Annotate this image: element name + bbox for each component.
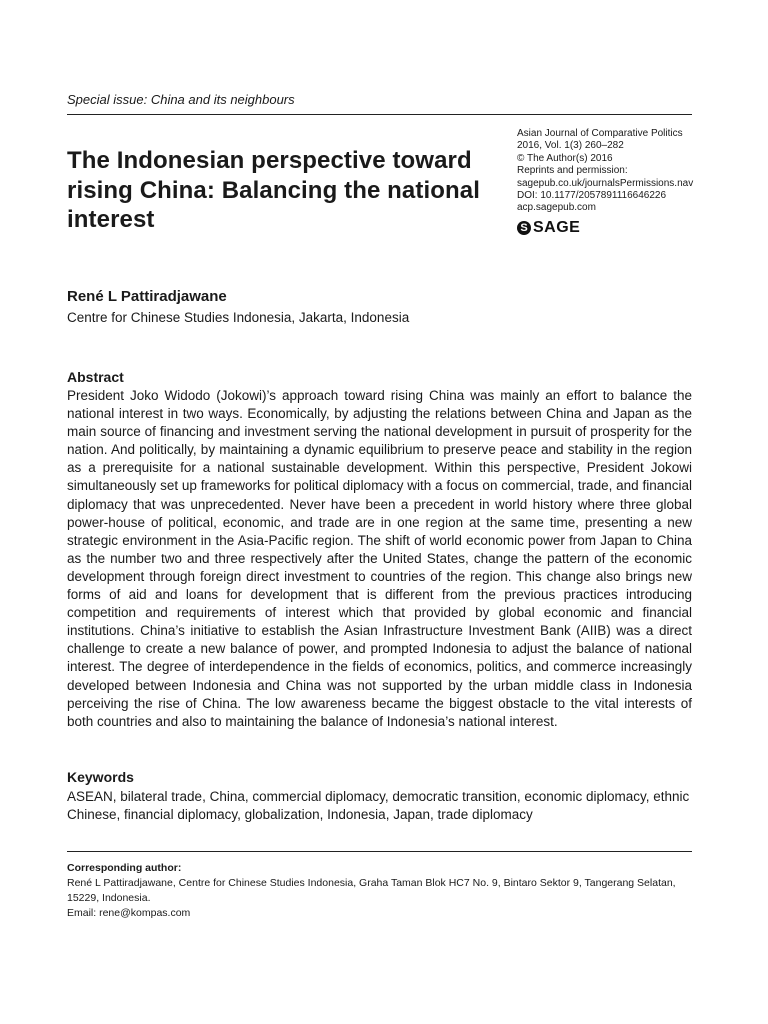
corresponding-author bbox=[67, 861, 692, 921]
journal-volume: 2016, Vol. 1(3) 260–282 bbox=[517, 140, 624, 152]
sage-logo-mark: S bbox=[517, 221, 531, 235]
author-affiliation: Centre for Chinese Studies Indonesia, Jakarta, Indonesia bbox=[67, 310, 410, 325]
abstract-heading: Abstract bbox=[67, 369, 124, 385]
journal-website[interactable]: acp.sagepub.com bbox=[517, 202, 596, 214]
journal-doi[interactable]: DOI: 10.1177/2057891116646226 bbox=[517, 190, 667, 202]
sage-logo-wordmark: SAGE bbox=[533, 219, 581, 236]
journal-permissions-link[interactable]: sagepub.co.uk/journalsPermissions.nav bbox=[517, 177, 694, 189]
footnote-divider bbox=[67, 851, 692, 852]
header-divider bbox=[67, 114, 692, 115]
journal-copyright: © The Author(s) 2016 bbox=[517, 152, 613, 164]
corresponding-author-label: Corresponding author: bbox=[67, 862, 182, 874]
abstract-text: President Joko Widodo (Jokowi)’s approach toward rising China was mainly an effort to balance the national interest in two ways. Economically, by adjusting the relations between China and Japan as the main source of financing and investment serving the national development in pursuit of prosperity for the nation. And politically, by maintaining a dynamic equilibrium to preserve peace and stability in the region as a prerequisite for a national sustainable development. Within this perspective, President Jokowi simultaneously set up frameworks for political diplomacy with a focus on commercial, trade, and financial diplomacy that was unprecedented. Never have been a precedent in world history where three global power-house of political, economic, and trade are in one region at the same time, presenting a new strategic environment in the Asia-Pacific region. The shift of world economic power from Japan to China as the number two and three respectively after the United States, change the pattern of the economic development through foreign direct investment to countries of the region. This change also brings new forms of aid and loans for development that is different from the previous practices introducing competition and requirements of interest which that provided by global economic and financial institutions. China’s initiative to establish the Asian Infrastructure Investment Bank (AIIB) was a direct challenge to create a new balance of power, and prompted Indonesia to adjust the balance of national interest. The degree of interdependence in the fields of economics, politics, and commerce increasingly developed between Indonesia and China was not supported by the urban middle class in Indonesia perceiving the rise of China. The low awareness became the biggest obstacle to the vital interests of both countries and also to maintaining the balance of Indonesia’s national interest. bbox=[67, 388, 692, 729]
article-title: The Indonesian perspective toward rising China: Balancing the national interest bbox=[67, 147, 480, 233]
special-issue-label: Special issue: China and its neighbours bbox=[67, 92, 295, 107]
keywords-heading: Keywords bbox=[67, 769, 134, 785]
journal-name: Asian Journal of Comparative Politics bbox=[517, 128, 683, 139]
corresponding-author-email[interactable]: Email: rene@kompas.com bbox=[67, 907, 191, 919]
author-name: René L Pattiradjawane bbox=[67, 288, 227, 305]
sage-logo bbox=[517, 219, 580, 237]
corresponding-author-address: René L Pattiradjawane, Centre for Chinese Studies Indonesia, Graha Taman Blok HC7 No. 9, Bintaro Sektor 9, Tangerang Selatan, 15229, Indonesia. bbox=[67, 877, 676, 904]
journal-reprints: Reprints and permission: bbox=[517, 165, 628, 177]
journal-info bbox=[517, 128, 717, 215]
keywords-text: ASEAN, bilateral trade, China, commercial diplomacy, democratic transition, economic diplomacy, ethnic Chinese, financial diplomacy, globalization, Indonesia, Japan, trade diplomacy bbox=[67, 789, 690, 822]
